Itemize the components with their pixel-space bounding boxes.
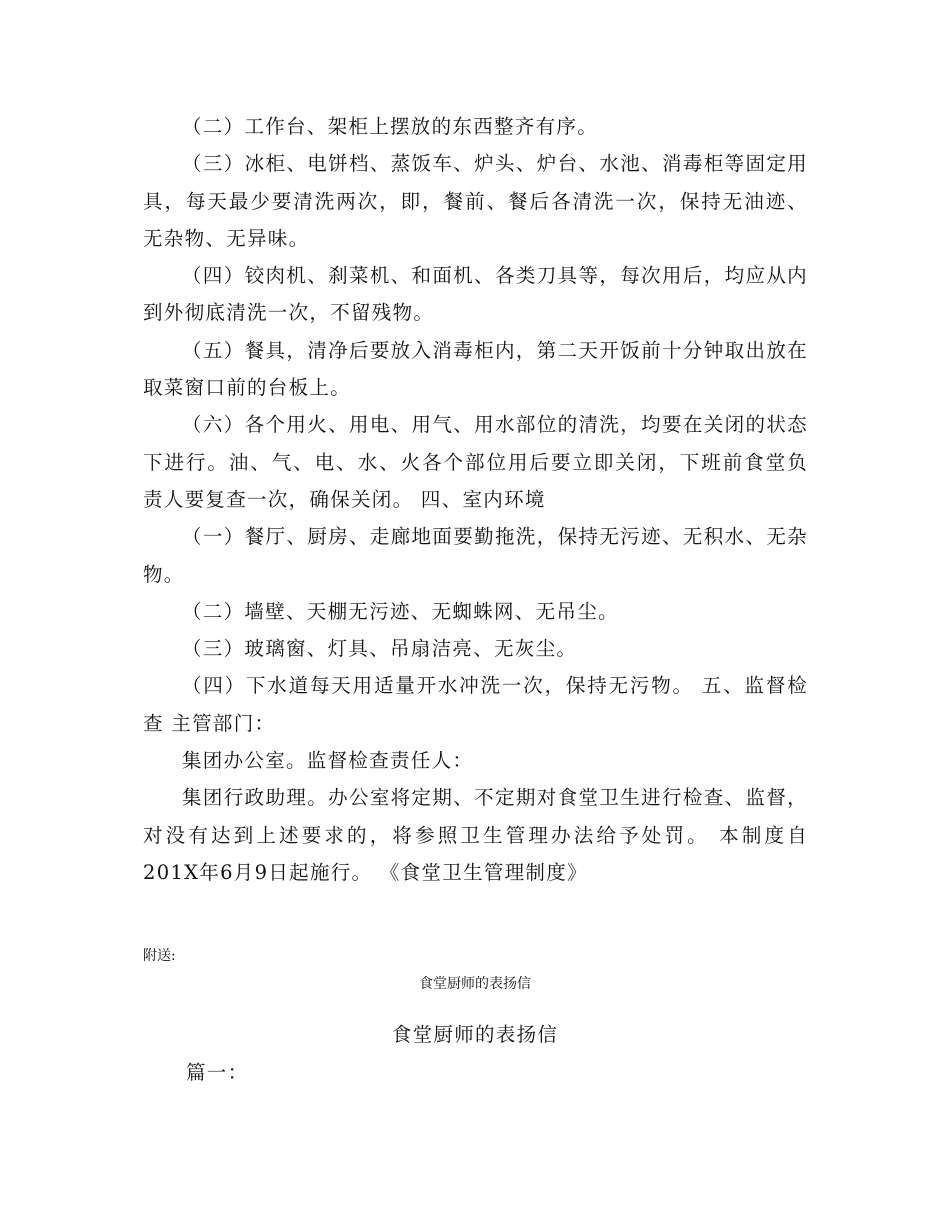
paragraph: （二）墙壁、天棚无污迹、无蜘蛛网、无吊尘。 [182, 599, 619, 623]
document-body [143, 108, 808, 891]
section-label: 篇一： [186, 1061, 249, 1084]
paragraph: （二）工作台、架柜上摆放的东西整齐有序。 [182, 115, 599, 138]
paragraph: （四）下水道每天用适量开水冲洗一次，保持无污物。 五、监督检查 主管部门： [143, 674, 808, 735]
paragraph: （一）餐厅、厨房、走廊地面要勤拖洗，保持无污迹、无积水、无杂物。 [143, 525, 808, 586]
paragraph: 集团行政助理。办公室将定期、不定期对食堂卫生进行检查、监督，对没有达到上述要求的，将参照卫生管理办法给予处罚。 本制度自201X年6月9日起施行。 《食堂卫生管理制度》 [143, 786, 808, 884]
paragraph: （三）玻璃窗、灯具、吊扇洁亮、无灰尘。 [182, 637, 578, 661]
attachment-small-title: 食堂厨师的表扬信 [419, 976, 531, 992]
attachment-label: 附送: [143, 948, 176, 964]
attachment-title: 食堂厨师的表扬信 [391, 1023, 559, 1046]
paragraph: （四）铰肉机、刹菜机、和面机、各类刀具等，每次用后，均应从内到外彻底清洗一次，不留残物。 [143, 264, 808, 325]
paragraph: 集团办公室。监督检查责任人： [182, 749, 474, 773]
paragraph: （五）餐具，清净后要放入消毒柜内，第二天开饭前十分钟取出放在取菜窗口前的台板上。 [143, 338, 808, 400]
paragraph: （六）各个用火、用电、用气、用水部位的清洗，均要在关闭的状态下进行。油、气、电、水、火各个部位用后要立即关闭，下班前食堂负责人要复查一次，确保关闭。 四、室内环境 [143, 413, 808, 511]
paragraph: （三）冰柜、电饼档、蒸饭车、炉头、炉台、水池、消毒柜等固定用具，每天最少要清洗两次，即，餐前、餐后各清洗一次，保持无油迹、无杂物、无异味。 [143, 152, 808, 250]
